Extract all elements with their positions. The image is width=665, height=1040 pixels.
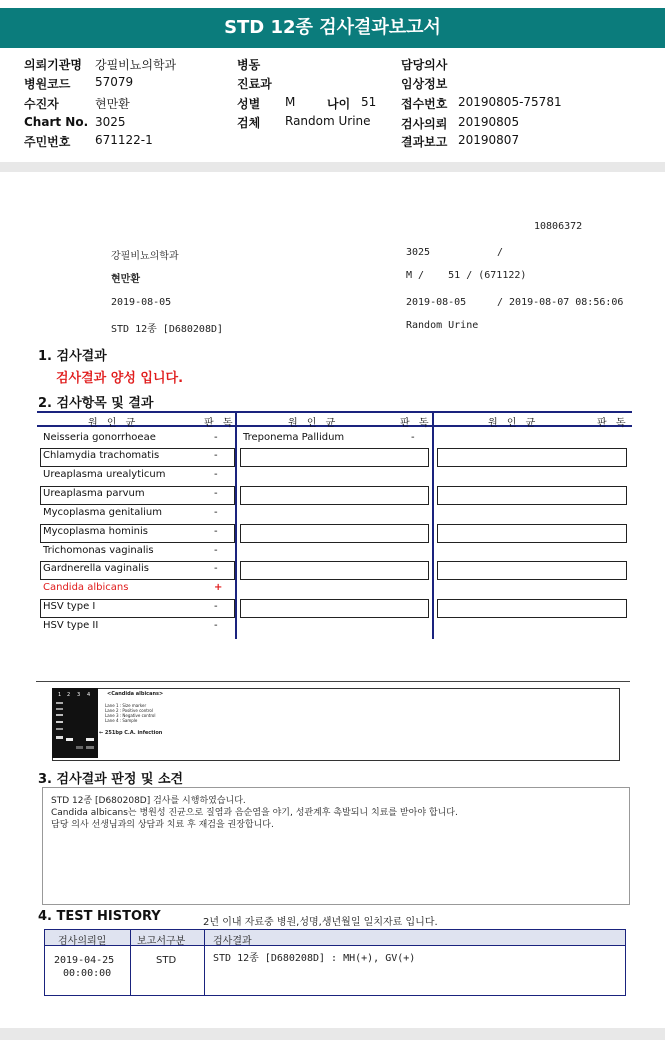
header-label: 담당의사 <box>401 58 448 72</box>
lane-num: 4 <box>87 692 91 698</box>
patient-name: 현만환 <box>111 274 140 285</box>
pathogen-result: - <box>214 620 218 631</box>
pathogen-result: - <box>214 432 218 443</box>
history-table-header <box>45 930 625 946</box>
row-border <box>437 524 627 543</box>
pathogen-result: - <box>214 563 218 574</box>
header-label: 주민번호 <box>24 135 71 149</box>
header-label: 의뢰기관명 <box>24 58 82 72</box>
section-rule <box>36 681 630 682</box>
clinic-name: 강필비뇨의학과 <box>111 251 179 262</box>
pathogen-result: - <box>214 545 218 556</box>
pathogen-name: Mycoplasma hominis <box>43 526 148 537</box>
row-border <box>240 524 429 543</box>
header-label: 성별 <box>237 97 261 111</box>
date-3: / 2019-08-07 08:56:06 <box>497 297 624 308</box>
column-divider <box>130 930 131 995</box>
gel-legend: Lane 4 : Sample <box>105 718 138 723</box>
lane-num: 3 <box>77 692 81 698</box>
col-header-judge: 판 독 <box>400 418 432 429</box>
gel-legend: Lane 3 : Negative control <box>105 713 156 718</box>
row-border <box>240 599 429 618</box>
age-value: 51 <box>361 95 377 109</box>
header-value: 3025 <box>95 115 126 129</box>
pathogen-result: - <box>214 526 218 537</box>
row-border <box>437 448 627 467</box>
report-id: 10806372 <box>534 221 583 232</box>
lane-num: 1 <box>58 692 62 698</box>
test-name: STD 12종 [D680208D] <box>111 324 224 335</box>
section-1-title: 1. 검사결과 <box>38 349 107 364</box>
header-value: M <box>285 95 296 109</box>
age-label: 나이 <box>327 97 351 111</box>
history-type: STD <box>156 955 177 966</box>
header-label: 수진자 <box>24 97 59 111</box>
opinion-line: STD 12종 [D680208D] 검사를 시행하였습니다. <box>51 796 246 806</box>
row-border <box>240 561 429 580</box>
history-col-date: 검사의뢰일 <box>58 936 107 947</box>
header-label: 검사의뢰 <box>401 117 448 131</box>
gel-bands <box>52 688 98 758</box>
header-value: 57079 <box>95 75 134 89</box>
history-note: 2년 이내 자료중 병원,성명,생년월일 일치자료 입니다. <box>203 917 438 928</box>
header-value: 20190807 <box>458 133 520 147</box>
header-label: 병동 <box>237 58 261 72</box>
col-header-pathogen: 원 인 균 <box>488 418 539 429</box>
pathogen-name: HSV type II <box>43 620 99 631</box>
header-value: 강필비뇨의학과 <box>95 58 177 72</box>
row-border <box>437 486 627 505</box>
chart-no: 3025 <box>406 247 431 258</box>
history-col-result: 검사결과 <box>213 936 252 947</box>
pathogen-name: Neisseria gonorrhoeae <box>43 432 156 443</box>
gel-legend: Lane 2 : Positive control <box>105 708 153 713</box>
col-header-pathogen: 원 인 균 <box>88 418 139 429</box>
pathogen-name: Candida albicans <box>43 582 129 593</box>
header-label: 결과보고 <box>401 135 448 149</box>
col-header-judge: 판 독 <box>597 418 629 429</box>
section-4-title: 4. TEST HISTORY <box>38 909 161 924</box>
gel-note: ← 251bp C.A. infection <box>99 730 163 736</box>
slash: / <box>497 247 504 258</box>
pathogen-result: - <box>214 507 218 518</box>
row-border <box>240 486 429 505</box>
opinion-line: 담당 의사 선생님과의 상담과 치료 후 재검을 권장합니다. <box>51 820 274 830</box>
date-1: 2019-08-05 <box>111 297 172 308</box>
sex-age: M / 51 / (671122) <box>406 270 527 281</box>
specimen: Random Urine <box>406 320 479 331</box>
header-label: 진료과 <box>237 77 272 91</box>
header-label: 검체 <box>237 116 261 130</box>
column-divider <box>204 930 205 995</box>
header-value: 671122-1 <box>95 133 153 147</box>
history-date: 2019-04-25 <box>54 955 115 966</box>
header-label: 접수번호 <box>401 97 448 111</box>
gel-legend: Lane 1 : Size marker <box>105 703 147 708</box>
lane-num: 2 <box>67 692 71 698</box>
header-value: 20190805 <box>458 115 520 129</box>
header-label: Chart No. <box>24 115 89 129</box>
pathogen-name: Mycoplasma genitalium <box>43 507 162 518</box>
pathogen-result: - <box>411 432 415 443</box>
header-value: Random Urine <box>285 114 371 128</box>
pathogen-name: Ureaplasma parvum <box>43 488 145 499</box>
header-value: 20190805-75781 <box>458 95 562 109</box>
pathogen-name: HSV type I <box>43 601 96 612</box>
pathogen-result: - <box>214 488 218 499</box>
pathogen-name: Ureaplasma urealyticum <box>43 469 166 480</box>
row-border <box>437 599 627 618</box>
history-time: 00:00:00 <box>63 968 112 979</box>
pathogen-name: Gardnerella vaginalis <box>43 563 149 574</box>
opinion-line: Candida albicans는 병원성 진균으로 질염과 음순염을 야기, 성관계후 촉발되니 치료를 받아야 합니다. <box>51 808 458 818</box>
column-divider <box>235 411 237 639</box>
gel-title: <Candida albicans> <box>107 691 164 697</box>
gel-image <box>52 688 98 758</box>
col-header-pathogen: 원 인 균 <box>288 418 339 429</box>
page-footer <box>0 1028 665 1040</box>
section-divider <box>0 162 665 172</box>
pathogen-result: - <box>214 601 218 612</box>
history-result: STD 12종 [D680208D] : MH(+), GV(+) <box>213 953 416 964</box>
col-header-judge: 판 독 <box>204 418 236 429</box>
report-title: STD 12종 검사결과보고서 <box>0 8 665 48</box>
row-border <box>437 561 627 580</box>
gel-panel <box>52 688 620 761</box>
pathogen-result: + <box>214 582 223 593</box>
header-value: 현만환 <box>95 97 130 111</box>
header-label: 병원코드 <box>24 77 71 91</box>
pathogen-name: Treponema Pallidum <box>243 432 345 443</box>
row-border <box>240 448 429 467</box>
pathogen-name: Chlamydia trachomatis <box>43 450 160 461</box>
pathogen-result: - <box>214 450 218 461</box>
date-2: 2019-08-05 <box>406 297 467 308</box>
section-3-title: 3. 검사결과 판정 및 소견 <box>38 772 184 787</box>
pathogen-result: - <box>214 469 218 480</box>
history-col-type: 보고서구분 <box>137 936 186 947</box>
header-label: 임상정보 <box>401 77 448 91</box>
section-2-title: 2. 검사항목 및 결과 <box>38 396 154 411</box>
column-divider <box>432 411 434 639</box>
pathogen-name: Trichomonas vaginalis <box>43 545 154 556</box>
results-table-header <box>37 411 632 427</box>
result-summary: 검사결과 양성 입니다. <box>56 371 184 386</box>
